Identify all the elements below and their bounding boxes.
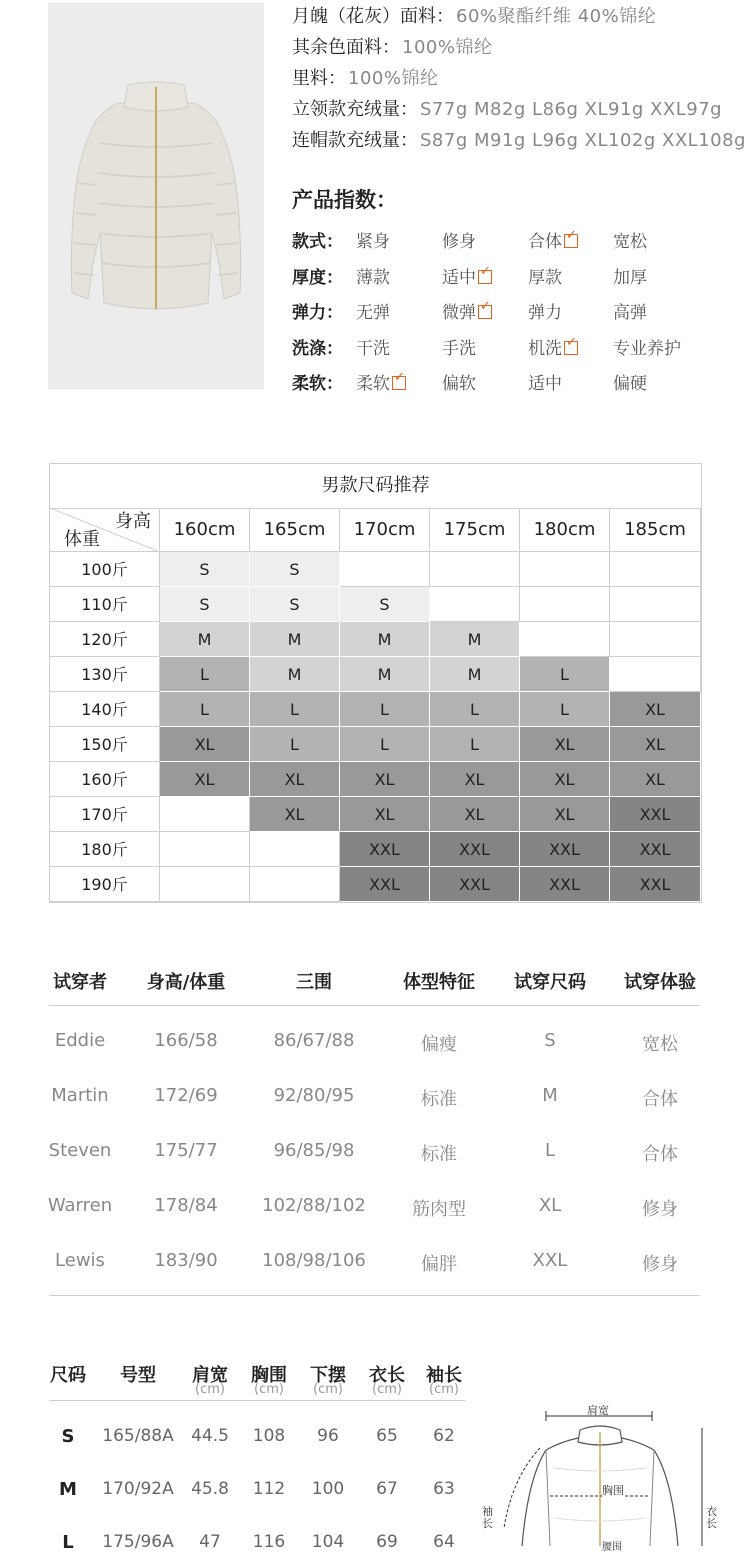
diagram-chest-label: 胸围: [602, 1484, 624, 1497]
measure-cell: 44.5: [191, 1426, 229, 1446]
index-option: [356, 263, 390, 288]
jacket-outline: [470, 1398, 740, 1546]
measure-cell: 63: [433, 1479, 455, 1499]
measure-unit: (cm): [313, 1382, 343, 1397]
size-cell: [250, 832, 340, 867]
index-option: [528, 227, 578, 252]
measure-cell: 45.8: [191, 1479, 229, 1499]
tester-cell: 标准: [421, 1089, 457, 1110]
size-cell: S: [250, 552, 340, 587]
size-cell: XL: [610, 692, 701, 727]
index-option: [613, 334, 681, 359]
index-option: [613, 263, 647, 288]
index-option: [613, 298, 647, 323]
size-cell: XXL: [430, 832, 520, 867]
size-cell: XL: [610, 762, 701, 797]
index-option: [528, 334, 578, 359]
index-option-text: 手洗: [442, 338, 476, 359]
tester-cell: M: [542, 1085, 558, 1106]
index-option-text: 修身: [442, 232, 476, 252]
checkbox-checked-icon: [564, 341, 578, 355]
size-cell: L: [340, 727, 430, 762]
height-header: 165cm: [250, 508, 340, 552]
checkbox-checked-icon: [392, 376, 406, 390]
size-cell: [340, 552, 430, 587]
index-option: [442, 334, 476, 359]
weight-label: 120斤: [50, 622, 160, 657]
tester-header: 试穿体验: [624, 972, 696, 993]
tester-cell: Steven: [48, 1140, 112, 1161]
size-cell: XL: [160, 762, 250, 797]
tester-cell: 86/67/88: [273, 1030, 355, 1051]
tester-cell: XL: [538, 1195, 562, 1216]
size-cell: S: [340, 587, 430, 622]
fabric-label: 连帽款充绒量：: [292, 130, 418, 151]
index-option-text: 紧身: [356, 232, 390, 252]
measure-header: 衣长: [369, 1365, 405, 1386]
fabric-label: 立领款充绒量：: [292, 99, 418, 120]
size-cell: XXL: [610, 797, 701, 832]
index-option: [442, 298, 492, 323]
size-cell: [430, 587, 520, 622]
fabric-label: 里料：: [292, 68, 346, 89]
index-option-text: 厚款: [528, 267, 562, 288]
tester-cell: 偏胖: [421, 1254, 457, 1275]
tester-cell: Warren: [47, 1195, 113, 1216]
tester-cell: 92/80/95: [273, 1085, 355, 1106]
tester-cell: 合体: [642, 1089, 678, 1110]
size-cell: [610, 622, 701, 657]
corner-weight-label: 体重: [64, 529, 100, 550]
index-option-text: 弹力: [528, 303, 562, 323]
tester-cell: 172/69: [154, 1085, 218, 1106]
measure-header: 号型: [120, 1365, 156, 1386]
product-image: [48, 3, 264, 389]
index-option: [442, 369, 476, 394]
measure-unit: (cm): [429, 1382, 459, 1397]
tester-header: 三围: [296, 972, 332, 993]
size-cell: L: [160, 657, 250, 692]
size-cell: M: [250, 657, 340, 692]
size-cell: XL: [250, 762, 340, 797]
weight-label: 170斤: [50, 797, 160, 832]
size-cell: [520, 587, 610, 622]
index-row-label: 款式：: [292, 232, 343, 252]
measure-cell: 116: [252, 1532, 286, 1552]
measure-cell: 165/88A: [102, 1426, 174, 1446]
size-cell: XL: [520, 727, 610, 762]
fabric-value: 100%锦纶: [402, 37, 493, 58]
size-cell: L: [520, 657, 610, 692]
index-option: [442, 227, 476, 252]
weight-label: 190斤: [50, 867, 160, 902]
fabric-value: S87g M91g L96g XL102g XXL108g: [420, 130, 746, 151]
height-header: 180cm: [520, 508, 610, 552]
size-cell: XL: [250, 797, 340, 832]
size-cell: [520, 552, 610, 587]
measure-cell: 67: [376, 1479, 398, 1499]
diagram-length-label: 衣长: [706, 1505, 717, 1530]
size-cell: M: [430, 622, 520, 657]
tester-header: 试穿者: [53, 972, 107, 993]
index-option-text: 加厚: [613, 267, 647, 288]
index-row-label: 洗涤：: [292, 338, 343, 359]
measure-cell: 175/96A: [102, 1532, 174, 1552]
fabric-value: S77g M82g L86g XL91g XXL97g: [420, 99, 723, 120]
tester-header: 体型特征: [403, 972, 475, 993]
fabric-value: 100%锦纶: [348, 68, 439, 89]
size-cell: XL: [430, 762, 520, 797]
index-option: [613, 227, 647, 252]
index-title: 产品指数：: [292, 188, 397, 212]
size-cell: M: [340, 622, 430, 657]
tester-bottom-divider: [49, 1295, 700, 1296]
index-row-label: 柔软：: [292, 374, 343, 394]
index-option-text: 偏硬: [613, 374, 647, 394]
index-option: [528, 298, 562, 323]
size-cell: [160, 832, 250, 867]
size-cell: XXL: [340, 867, 430, 902]
tester-cell: 宽松: [642, 1034, 678, 1055]
measure-cell: 96: [317, 1426, 339, 1446]
index-row-label: 弹力：: [292, 303, 343, 323]
size-cell: L: [250, 692, 340, 727]
measure-cell: 104: [311, 1532, 345, 1552]
index-row: [292, 263, 712, 293]
measure-header: 胸围: [251, 1365, 287, 1386]
diagram-sleeve-label: 袖长: [482, 1505, 493, 1530]
weight-label: 110斤: [50, 587, 160, 622]
size-cell: [520, 622, 610, 657]
tester-cell: 108/98/106: [262, 1250, 366, 1271]
index-option-text: 偏软: [442, 374, 476, 394]
index-option-text: 专业养护: [613, 338, 681, 359]
height-header: 185cm: [610, 508, 701, 552]
tester-cell: Martin: [51, 1085, 109, 1106]
fabric-line-2: [292, 33, 492, 59]
measure-size: M: [59, 1479, 77, 1500]
weight-label: 140斤: [50, 692, 160, 727]
size-cell: [160, 867, 250, 902]
tester-cell: 合体: [642, 1144, 678, 1165]
tester-cell: 175/77: [154, 1140, 218, 1161]
size-cell: S: [250, 587, 340, 622]
size-cell: [610, 587, 701, 622]
size-cell: L: [340, 692, 430, 727]
size-cell: XXL: [340, 832, 430, 867]
size-cell: L: [250, 727, 340, 762]
measure-header-divider: [49, 1400, 465, 1401]
weight-label: 150斤: [50, 727, 160, 762]
tester-cell: S: [544, 1030, 556, 1051]
index-option-text: 宽松: [613, 232, 647, 252]
tester-cell: 标准: [421, 1144, 457, 1165]
fabric-line-4: [292, 95, 722, 121]
size-cell: L: [430, 727, 520, 762]
measure-header: 袖长: [426, 1365, 462, 1386]
index-option-text: 适中: [442, 267, 476, 288]
size-cell: S: [160, 587, 250, 622]
size-cell: L: [430, 692, 520, 727]
corner-height-label: 身高: [115, 511, 151, 532]
size-cell: M: [250, 622, 340, 657]
size-cell: XXL: [520, 867, 610, 902]
measure-size: L: [62, 1532, 74, 1553]
corner-cell: [50, 508, 160, 552]
size-cell: [610, 657, 701, 692]
size-cell: XL: [340, 762, 430, 797]
index-option: [356, 369, 406, 394]
size-cell: XXL: [430, 867, 520, 902]
index-option: [442, 263, 492, 288]
size-cell: XXL: [610, 832, 701, 867]
measure-header: 下摆: [310, 1365, 346, 1386]
index-option: [356, 298, 390, 323]
fabric-value: 60%聚酯纤维 40%锦纶: [456, 6, 657, 27]
index-row: [292, 298, 712, 328]
tester-cell: 修身: [642, 1199, 678, 1220]
size-cell: M: [160, 622, 250, 657]
height-header: 170cm: [340, 508, 430, 552]
measure-cell: 170/92A: [102, 1479, 174, 1499]
diagram-shoulder-label: 肩宽: [587, 1404, 609, 1417]
diagram-hem-label: 腰围: [602, 1542, 622, 1553]
measure-unit: (cm): [372, 1382, 402, 1397]
size-cell: XL: [610, 727, 701, 762]
tester-cell: 偏瘦: [421, 1034, 457, 1055]
jacket-illustration: [48, 3, 264, 389]
fabric-label: 其余色面料：: [292, 37, 400, 58]
tester-cell: 筋肉型: [412, 1199, 466, 1220]
fabric-line-1: [292, 2, 656, 28]
size-cell: [160, 797, 250, 832]
size-cell: XL: [340, 797, 430, 832]
tester-cell: XXL: [532, 1250, 568, 1271]
size-cell: M: [430, 657, 520, 692]
measure-unit: (cm): [195, 1382, 225, 1397]
measure-cell: 47: [199, 1532, 221, 1552]
index-option-text: 柔软: [356, 374, 390, 394]
weight-label: 180斤: [50, 832, 160, 867]
index-option: [356, 227, 390, 252]
tester-cell: 96/85/98: [273, 1140, 355, 1161]
index-row: [292, 369, 712, 399]
measure-header: 肩宽: [192, 1365, 228, 1386]
weight-label: 160斤: [50, 762, 160, 797]
fabric-line-5: [292, 126, 746, 152]
measure-cell: 64: [433, 1532, 455, 1552]
index-option: [528, 369, 562, 394]
size-cell: [250, 867, 340, 902]
index-option-text: 薄款: [356, 267, 390, 288]
tester-cell: 修身: [642, 1254, 678, 1275]
size-cell: [610, 552, 701, 587]
weight-label: 130斤: [50, 657, 160, 692]
index-option-text: 干洗: [356, 338, 390, 359]
checkbox-checked-icon: [478, 305, 492, 319]
size-cell: XL: [430, 797, 520, 832]
index-row-label: 厚度：: [292, 267, 343, 288]
measure-cell: 65: [376, 1426, 398, 1446]
index-option-text: 微弹: [442, 303, 476, 323]
index-option-text: 适中: [528, 374, 562, 394]
size-cell: M: [340, 657, 430, 692]
index-option-text: 无弹: [356, 303, 390, 323]
tester-cell: 102/88/102: [262, 1195, 366, 1216]
index-row: [292, 227, 712, 257]
size-cell: S: [160, 552, 250, 587]
height-header: 160cm: [160, 508, 250, 552]
tester-header: 身高/体重: [146, 972, 226, 993]
size-cell: XXL: [610, 867, 701, 902]
index-option-text: 机洗: [528, 338, 562, 359]
chart-title: 男款尺码推荐: [50, 464, 701, 509]
size-chart: [49, 463, 702, 903]
tester-cell: 166/58: [154, 1030, 218, 1051]
tester-header: 试穿尺码: [514, 972, 586, 993]
size-cell: XL: [520, 797, 610, 832]
measure-cell: 100: [311, 1479, 345, 1499]
tester-cell: L: [544, 1140, 556, 1161]
measure-cell: 108: [252, 1426, 286, 1446]
index-option-text: 高弹: [613, 303, 647, 323]
index-option: [613, 369, 647, 394]
index-option-text: 合体: [528, 232, 562, 252]
size-cell: L: [520, 692, 610, 727]
tester-cell: Lewis: [55, 1250, 105, 1271]
index-option: [528, 263, 562, 288]
measure-cell: 112: [252, 1479, 286, 1499]
fabric-label: 月魄（花灰）面料：: [292, 6, 454, 27]
height-header: 175cm: [430, 508, 520, 552]
index-option: [356, 334, 390, 359]
tester-cell: Eddie: [54, 1030, 106, 1051]
measure-header: 尺码: [50, 1365, 86, 1386]
measure-unit: (cm): [254, 1382, 284, 1397]
measure-cell: 69: [376, 1532, 398, 1552]
tester-cell: 178/84: [154, 1195, 218, 1216]
size-cell: XL: [160, 727, 250, 762]
checkbox-checked-icon: [564, 234, 578, 248]
size-cell: XXL: [520, 832, 610, 867]
size-cell: XL: [520, 762, 610, 797]
measure-size: S: [61, 1426, 75, 1447]
index-row: [292, 334, 712, 364]
tester-cell: 183/90: [154, 1250, 218, 1271]
measure-cell: 62: [433, 1426, 455, 1446]
weight-label: 100斤: [50, 552, 160, 587]
checkbox-checked-icon: [478, 270, 492, 284]
fabric-line-3: [292, 64, 438, 90]
measure-diagram: [470, 1398, 740, 1553]
size-cell: L: [160, 692, 250, 727]
size-cell: [430, 552, 520, 587]
tester-header-divider: [49, 1005, 700, 1006]
